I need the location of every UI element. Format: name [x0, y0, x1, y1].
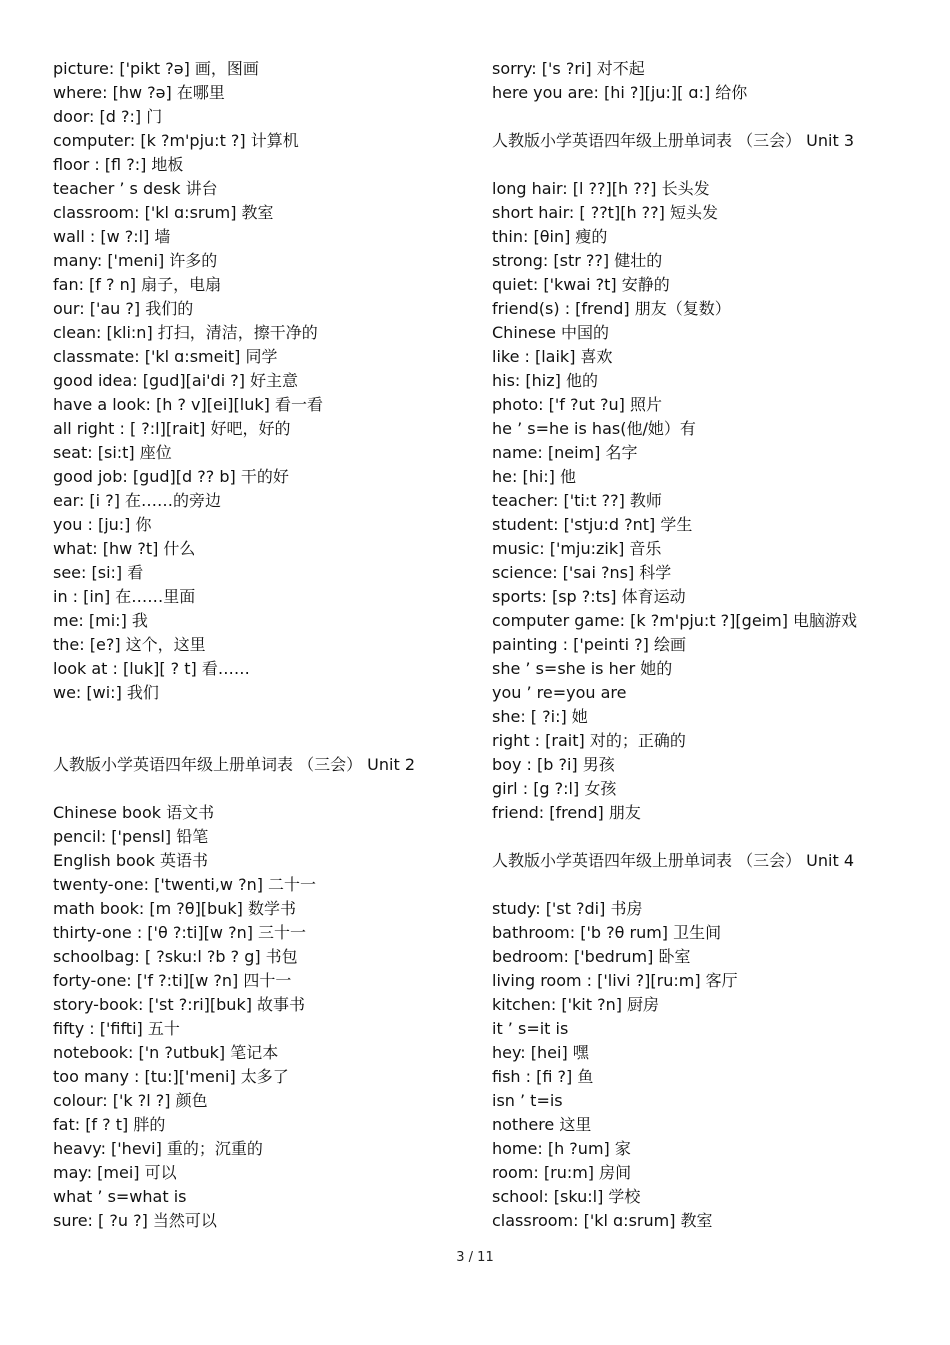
- vocab-entry: wall : [w ?:l] 墙: [53, 227, 171, 246]
- vocab-entry: computer game: [k ?m'pju:t ?][geim] 电脑游戏: [492, 611, 858, 630]
- vocab-entry: math book: [m ?θ][buk] 数学书: [53, 899, 296, 918]
- vocab-entry: look at : [luk][ ? t] 看……: [53, 659, 250, 678]
- vocab-entry: music: ['mju:zik] 音乐: [492, 539, 662, 558]
- vocab-entry: photo: ['f ?ut ?u] 照片: [492, 395, 662, 414]
- vocab-entry: many: ['meni] 许多的: [53, 251, 218, 270]
- vocab-entry: picture: ['pikt ?ə] 画，图画: [53, 59, 259, 78]
- vocab-entry: home: [h ?um] 家: [492, 1139, 631, 1158]
- vocab-entry: you : [ju:] 你: [53, 515, 152, 534]
- vocab-entry: isn ’ t=is: [492, 1091, 563, 1110]
- unit2-word-list: [53, 801, 473, 1233]
- vocab-entry: it ’ s=it is: [492, 1019, 569, 1038]
- vocab-entry: floor : [fl ?:] 地板: [53, 155, 184, 174]
- vocab-entry: what: [hw ?t] 什么: [53, 539, 196, 558]
- vocab-entry: where: [hw ?ə] 在哪里: [53, 83, 225, 102]
- vocab-entry: me: [mi:] 我: [53, 611, 148, 630]
- vocab-entry: you ’ re=you are: [492, 683, 627, 702]
- vocab-entry: seat: [si:t] 座位: [53, 443, 172, 462]
- vocab-entry: thin: [θin] 瘦的: [492, 227, 608, 246]
- spacer: [492, 153, 932, 177]
- vocab-entry: English book 英语书: [53, 851, 208, 870]
- vocab-entry: door: [d ?:] 门: [53, 107, 163, 126]
- page-number: 3 / 11: [456, 1250, 494, 1265]
- spacer: [492, 105, 932, 129]
- vocab-entry: bedroom: ['bedrum] 卧室: [492, 947, 691, 966]
- unit2-continued-word-list: [492, 57, 932, 105]
- vocab-entry: she ’ s=she is her 她的: [492, 659, 673, 678]
- vocab-entry: may: [mei] 可以: [53, 1163, 177, 1182]
- spacer: [492, 873, 932, 897]
- vocab-entry: Chinese 中国的: [492, 323, 610, 342]
- vocab-entry: we: [wi:] 我们: [53, 683, 159, 702]
- vocab-entry: kitchen: ['kit ?n] 厨房: [492, 995, 660, 1014]
- vocab-entry: schoolbag: [ ?sku:l ?b ? g] 书包: [53, 947, 298, 966]
- vocab-entry: good job: [gud][d ?? b] 干的好: [53, 467, 289, 486]
- vocab-entry: here you are: [hi ?][ju:][ ɑ:] 给你: [492, 83, 748, 102]
- vocab-entry: boy : [b ?i] 男孩: [492, 755, 615, 774]
- vocab-entry: he ’ s=he is has(他/她）有: [492, 419, 696, 438]
- vocab-entry: nothere 这里: [492, 1115, 592, 1134]
- vocab-entry: study: ['st ?di] 书房: [492, 899, 643, 918]
- vocab-entry: science: ['sai ?ns] 科学: [492, 563, 672, 582]
- vocab-entry: student: ['stju:d ?nt] 学生: [492, 515, 693, 534]
- vocab-entry: friend(s) : [frend] 朋友（复数）: [492, 299, 731, 318]
- vocab-entry: story-book: ['st ?:ri][buk] 故事书: [53, 995, 306, 1014]
- vocab-entry: Chinese book 语文书: [53, 803, 215, 822]
- vocab-entry: all right : [ ?:l][rait] 好吧，好的: [53, 419, 291, 438]
- vocab-entry: sure: [ ?u ?] 当然可以: [53, 1211, 217, 1230]
- vocab-entry: pencil: ['pensl] 铅笔: [53, 827, 209, 846]
- vocab-entry: heavy: ['hevi] 重的；沉重的: [53, 1139, 263, 1158]
- unit4-heading: 人教版小学英语四年级上册单词表 （三会） Unit 4: [492, 851, 855, 870]
- unit1-word-list: [53, 57, 473, 705]
- spacer: [492, 825, 932, 849]
- right-column: [492, 57, 932, 1233]
- vocab-entry: she: [ ?i:] 她: [492, 707, 588, 726]
- vocab-entry: quiet: ['kwai ?t] 安静的: [492, 275, 670, 294]
- vocab-entry: fish : [fi ?] 鱼: [492, 1067, 594, 1086]
- vocab-entry: clean: [kli:n] 打扫，清洁，擦干净的: [53, 323, 318, 342]
- vocab-entry: teacher ’ s desk 讲台: [53, 179, 218, 198]
- vocab-entry: painting : ['peinti ?] 绘画: [492, 635, 686, 654]
- vocab-entry: classmate: ['kl ɑ:smeit] 同学: [53, 347, 278, 366]
- vocab-entry: have a look: [h ? v][ei][luk] 看一看: [53, 395, 323, 414]
- vocab-entry: twenty-one: ['twenti,w ?n] 二十一: [53, 875, 317, 894]
- vocab-entry: teacher: ['ti:t ??] 教师: [492, 491, 662, 510]
- vocab-entry: living room : ['livi ?][ru:m] 客厅: [492, 971, 738, 990]
- vocab-entry: hey: [hei] 嘿: [492, 1043, 589, 1062]
- spacer: [53, 777, 473, 801]
- vocab-entry: too many : [tu:]['meni] 太多了: [53, 1067, 289, 1086]
- vocab-entry: fan: [f ? n] 扇子，电扇: [53, 275, 222, 294]
- vocab-entry: in : [in] 在……里面: [53, 587, 196, 606]
- vocab-entry: fifty : ['fifti] 五十: [53, 1019, 180, 1038]
- vocab-entry: computer: [k ?m'pju:t ?] 计算机: [53, 131, 299, 150]
- vocab-entry: friend: [frend] 朋友: [492, 803, 641, 822]
- vocab-entry: thirty-one : ['θ ?:ti][w ?n] 三十一: [53, 923, 307, 942]
- vocab-entry: notebook: ['n ?utbuk] 笔记本: [53, 1043, 279, 1062]
- vocab-entry: our: ['au ?] 我们的: [53, 299, 194, 318]
- vocab-entry: like : [laik] 喜欢: [492, 347, 613, 366]
- unit3-word-list: [492, 177, 932, 825]
- vocab-entry: sorry: ['s ?ri] 对不起: [492, 59, 645, 78]
- vocab-entry: see: [si:] 看: [53, 563, 144, 582]
- vocab-entry: he: [hi:] 他: [492, 467, 577, 486]
- vocab-entry: short hair: [ ??t][h ??] 短头发: [492, 203, 718, 222]
- vocab-entry: right : [rait] 对的；正确的: [492, 731, 686, 750]
- vocab-entry: fat: [f ? t] 胖的: [53, 1115, 166, 1134]
- vocab-entry: bathroom: ['b ?θ rum] 卫生间: [492, 923, 722, 942]
- vocab-entry: name: [neim] 名字: [492, 443, 638, 462]
- vocab-entry: ear: [i ?] 在……的旁边: [53, 491, 222, 510]
- vocab-entry: school: [sku:l] 学校: [492, 1187, 641, 1206]
- left-column: [53, 57, 473, 1233]
- vocab-entry: his: [hiz] 他的: [492, 371, 598, 390]
- vocab-entry: long hair: [l ??][h ??] 长头发: [492, 179, 710, 198]
- vocab-entry: girl : [g ?:l] 女孩: [492, 779, 617, 798]
- spacer: [53, 729, 473, 753]
- vocab-entry: good idea: [gud][ai'di ?] 好主意: [53, 371, 299, 390]
- unit3-heading: 人教版小学英语四年级上册单词表 （三会） Unit 3: [492, 131, 855, 150]
- spacer: [53, 705, 473, 729]
- vocab-entry: forty-one: ['f ?:ti][w ?n] 四十一: [53, 971, 292, 990]
- vocab-entry: classroom: ['kl ɑ:srum] 教室: [492, 1211, 713, 1230]
- vocab-entry: room: [ru:m] 房间: [492, 1163, 632, 1182]
- unit2-heading: 人教版小学英语四年级上册单词表 （三会） Unit 2: [53, 755, 416, 774]
- vocab-entry: what ’ s=what is: [53, 1187, 187, 1206]
- vocab-entry: colour: ['k ?l ?] 颜色: [53, 1091, 208, 1110]
- vocab-entry: sports: [sp ?:ts] 体育运动: [492, 587, 686, 606]
- vocab-entry: the: [e?] 这个，这里: [53, 635, 206, 654]
- vocab-entry: classroom: ['kl ɑ:srum] 教室: [53, 203, 274, 222]
- vocab-entry: strong: [str ??] 健壮的: [492, 251, 663, 270]
- unit4-word-list: [492, 897, 932, 1233]
